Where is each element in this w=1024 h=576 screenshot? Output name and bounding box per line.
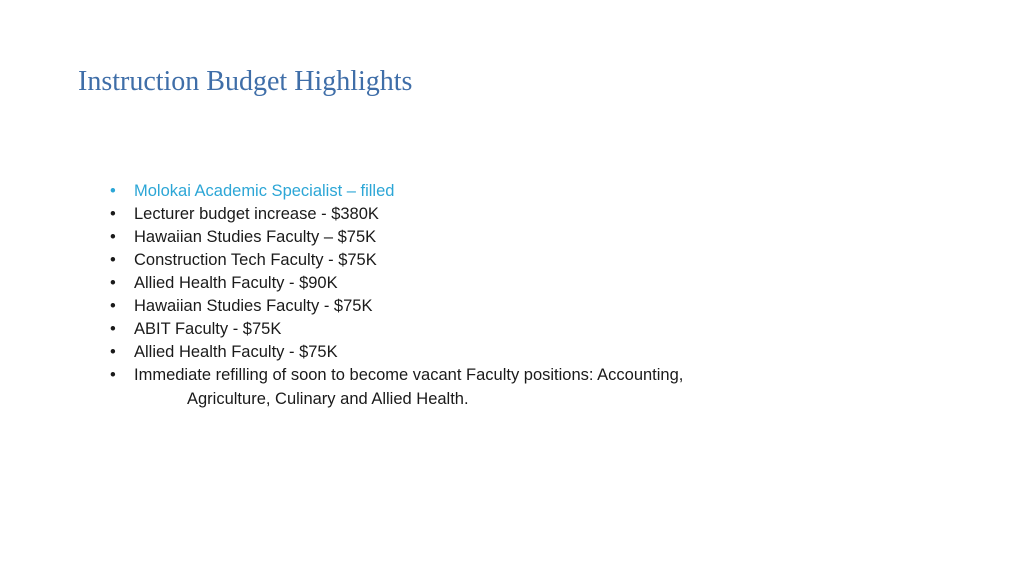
- bullet-icon: •: [110, 274, 116, 292]
- bullet-text: Allied Health Faculty - $75K: [134, 343, 338, 361]
- bullet-item: [110, 249, 750, 272]
- bullet-item: [110, 295, 750, 318]
- bullet-icon: •: [110, 366, 116, 384]
- bullet-item: [110, 203, 750, 226]
- bullet-item: [110, 318, 750, 341]
- bullet-icon: •: [110, 320, 116, 338]
- bullet-icon: •: [110, 182, 116, 200]
- bullet-icon: •: [110, 228, 116, 246]
- bullet-item: [110, 341, 750, 364]
- bullet-text: Molokai Academic Specialist – filled: [134, 182, 395, 200]
- bullet-icon: •: [110, 251, 116, 269]
- bullet-item: [110, 364, 750, 387]
- bullet-text: Lecturer budget increase - $380K: [134, 205, 379, 223]
- bullet-icon: •: [110, 343, 116, 361]
- bullet-item: [110, 180, 750, 203]
- bullet-continuation-text: Agriculture, Culinary and Allied Health.: [187, 390, 469, 408]
- bullet-text: Construction Tech Faculty - $75K: [134, 251, 377, 269]
- bullet-text: Allied Health Faculty - $90K: [134, 274, 338, 292]
- bullet-text: ABIT Faculty - $75K: [134, 320, 282, 338]
- bullet-item: [110, 226, 750, 249]
- bullet-text: Hawaiian Studies Faculty – $75K: [134, 228, 377, 246]
- slide-title: Instruction Budget Highlights: [78, 66, 413, 97]
- bullet-item: [110, 272, 750, 295]
- bullet-text: Immediate refilling of soon to become vacant Faculty positions: Accounting,: [134, 366, 684, 384]
- bullet-list: [110, 180, 750, 387]
- bullet-icon: •: [110, 205, 116, 223]
- bullet-text: Hawaiian Studies Faculty - $75K: [134, 297, 373, 315]
- bullet-icon: •: [110, 297, 116, 315]
